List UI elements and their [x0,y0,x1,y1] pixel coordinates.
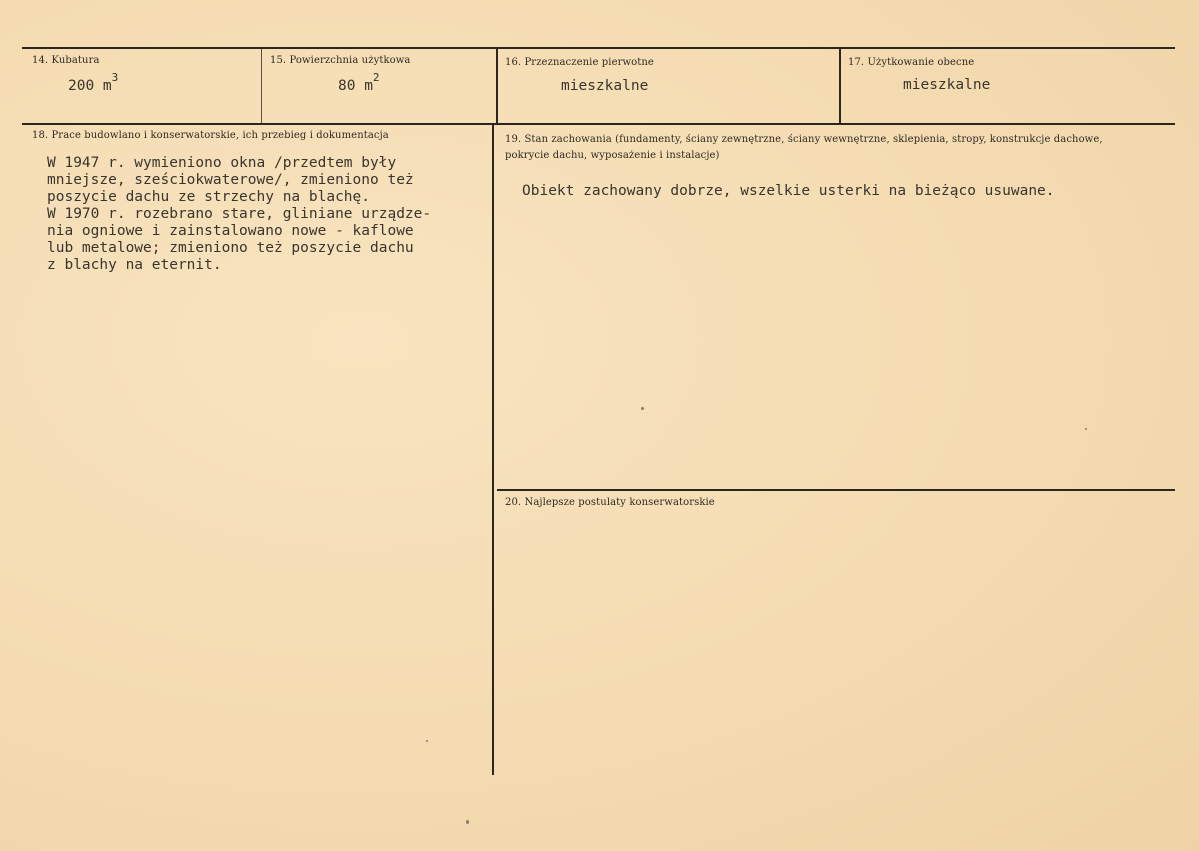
field-14-label: 14. Kubatura [32,55,100,66]
field-15-unit-exponent: 2 [372,71,380,84]
divider-14-15 [261,49,262,123]
middle-rule [22,123,1175,125]
field-18-line: W 1947 r. wymieniono okna /przedtem były [47,155,397,171]
field-17-label: 17. Użytkowanie obecne [848,57,975,68]
right-section-divider [497,489,1175,491]
field-18-label: 18. Prace budowlano i konserwatorskie, ich przebieg i dokumentacja [32,130,389,141]
field-15-label: 15. Powierzchnia użytkowa [270,55,411,66]
top-rule [22,47,1175,49]
field-15-value [338,71,380,95]
field-18-line: z blachy na eternit. [47,257,222,273]
field-18-line: poszycie dachu ze strzechy na blachę. [47,189,371,205]
field-18-line: W 1970 r. rozebrano stare, gliniane urządze- [47,206,432,222]
field-14-value-text: 200 m [68,78,112,94]
field-17-value: mieszkalne [903,77,991,93]
paper-speck [466,820,469,824]
field-18-line: nia ogniowe i zainstalowano nowe - kaflowe [47,223,414,239]
field-19-value: Obiekt zachowany dobrze, wszelkie usterki na bieżąco usuwane. [522,183,1055,199]
divider-15-16 [496,49,498,123]
field-15-value-text: 80 m [338,78,373,94]
field-20-label: 20. Najlepsze postulaty konserwatorskie [505,497,715,508]
field-16-value: mieszkalne [561,78,649,94]
field-16-label: 16. Przeznaczenie pierwotne [505,57,654,68]
field-18-text [47,155,431,274]
field-19-label: 19. Stan zachowania (fundamenty, ściany zewnętrzne, ściany wewnętrzne, sklepienia, stropy, konstrukcje dachowe, pokrycie dachu, wyposażenie i instalacje) [505,134,1103,161]
divider-16-17 [839,49,841,123]
field-18-line: lub metalowe; zmieniono też poszycie dachu [47,240,414,256]
paper-speck [1085,428,1087,430]
field-14-unit-exponent: 3 [111,71,119,84]
field-18-line: mniejsze, sześciokwaterowe/, zmieniono też [47,172,414,188]
field-14-value [68,71,119,95]
paper-speck [426,740,428,742]
paper-speck [641,407,644,410]
divider-18-19 [492,125,494,775]
